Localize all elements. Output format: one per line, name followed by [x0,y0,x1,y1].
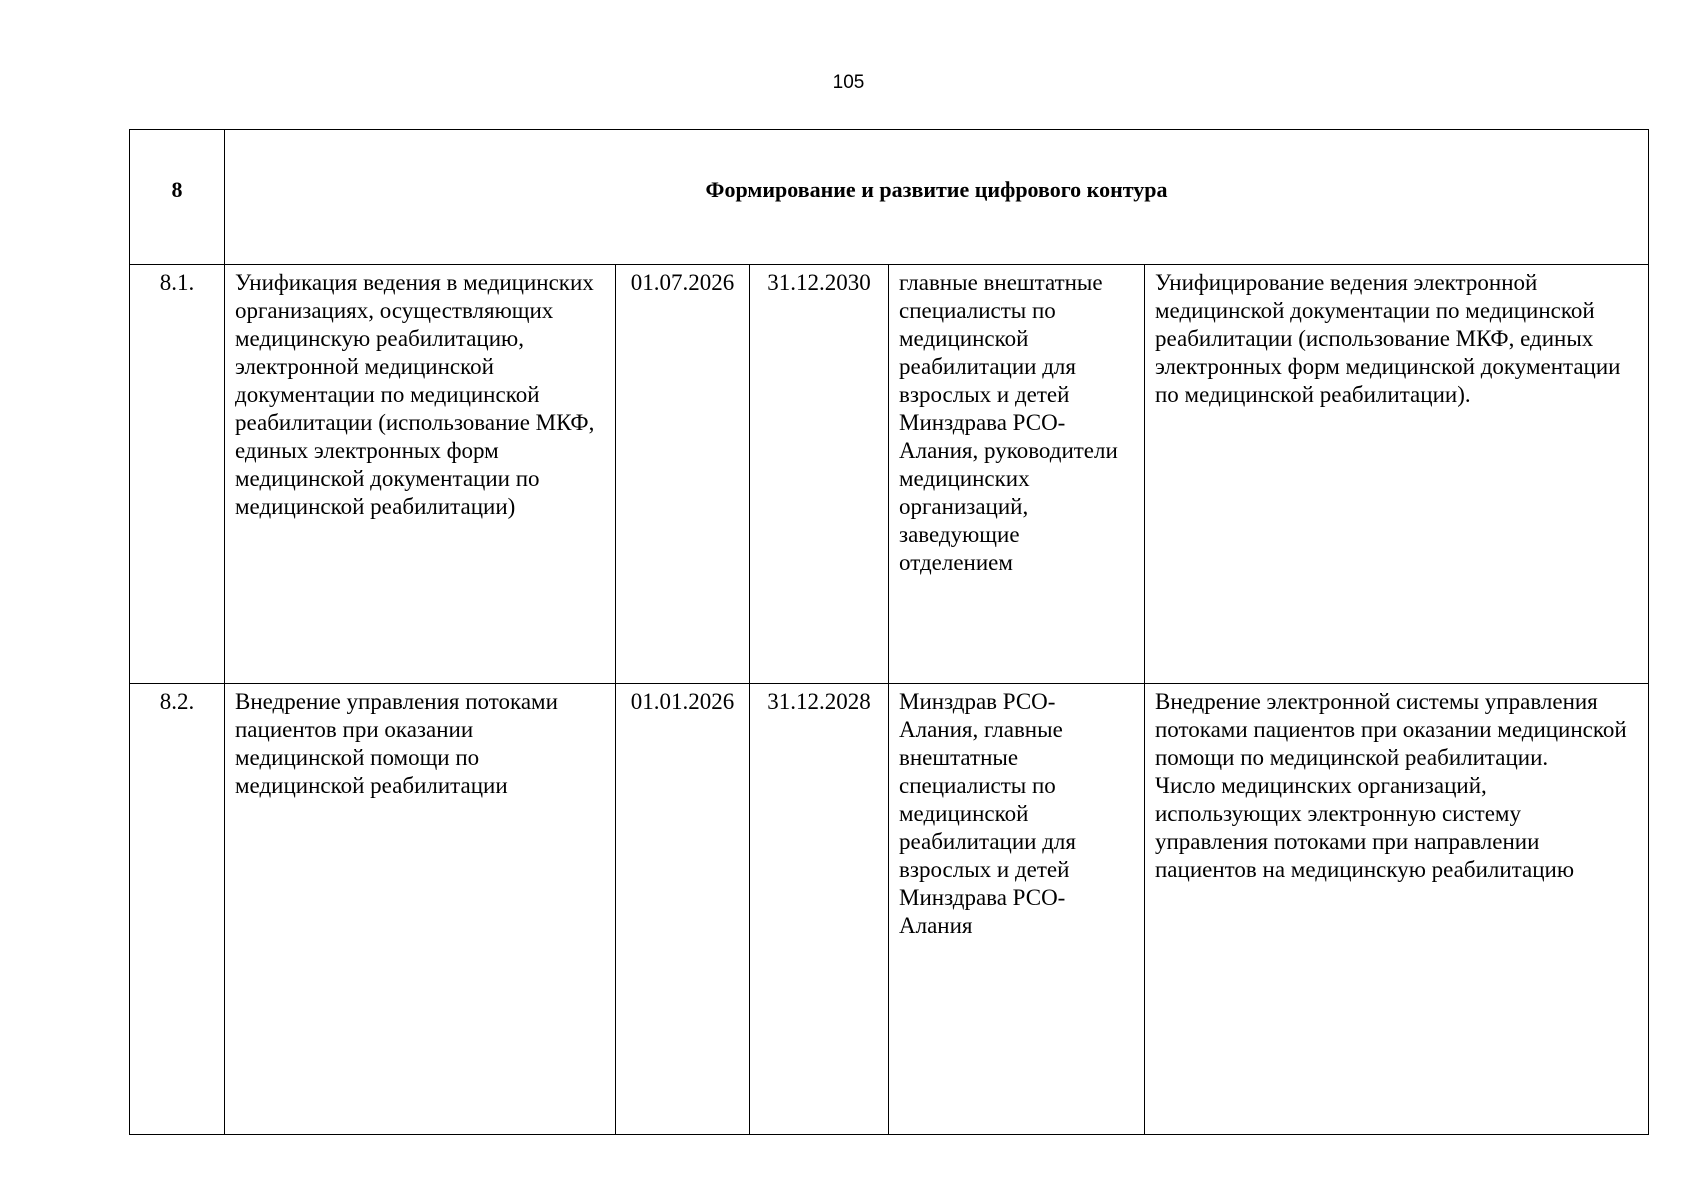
activity-cell: Унификация ведения в медицинских организациях, осуществляющих медицинскую реабилитацию, электронной медицинской документации по медицинской реабилитации (использование МКФ, единых электронных форм медицинской документации по медицинской реабилитации) [225,265,616,684]
result-cell: Внедрение электронной системы управления потоками пациентов при оказании медицинской помощи по медицинской реабилитации. Число медицинских организаций, использующих электронную систему управления потоками при направлении пациентов на медицинскую реабилитацию [1145,684,1649,1135]
row-number: 8.1. [130,265,225,684]
section-number: 8 [130,130,225,265]
row-number: 8.2. [130,684,225,1135]
result-cell: Унифицирование ведения электронной медицинской документации по медицинской реабилитации (использование МКФ, единых электронных форм медицинской документации по медицинской реабилитации). [1145,265,1649,684]
page-number: 105 [832,72,865,93]
section-header-row [130,130,1649,265]
end-date-cell: 31.12.2030 [750,265,889,684]
start-date-cell: 01.01.2026 [616,684,750,1135]
start-date-cell: 01.07.2026 [616,265,750,684]
responsible-cell: Минздрав РСО-Алания, главные внештатные специалисты по медицинской реабилитации для взрослых и детей Минздрава РСО-Алания [889,684,1145,1135]
measures-table [129,129,1649,1135]
responsible-cell: главные внештатные специалисты по медицинской реабилитации для взрослых и детей Минздрава РСО-Алания, руководители медицинских организаций, заведующие отделением [889,265,1145,684]
end-date-cell: 31.12.2028 [750,684,889,1135]
table-row [130,265,1649,684]
table-row [130,684,1649,1135]
activity-cell: Внедрение управления потоками пациентов при оказании медицинской помощи по медицинской реабилитации [225,684,616,1135]
section-title: Формирование и развитие цифрового контура [225,130,1649,265]
